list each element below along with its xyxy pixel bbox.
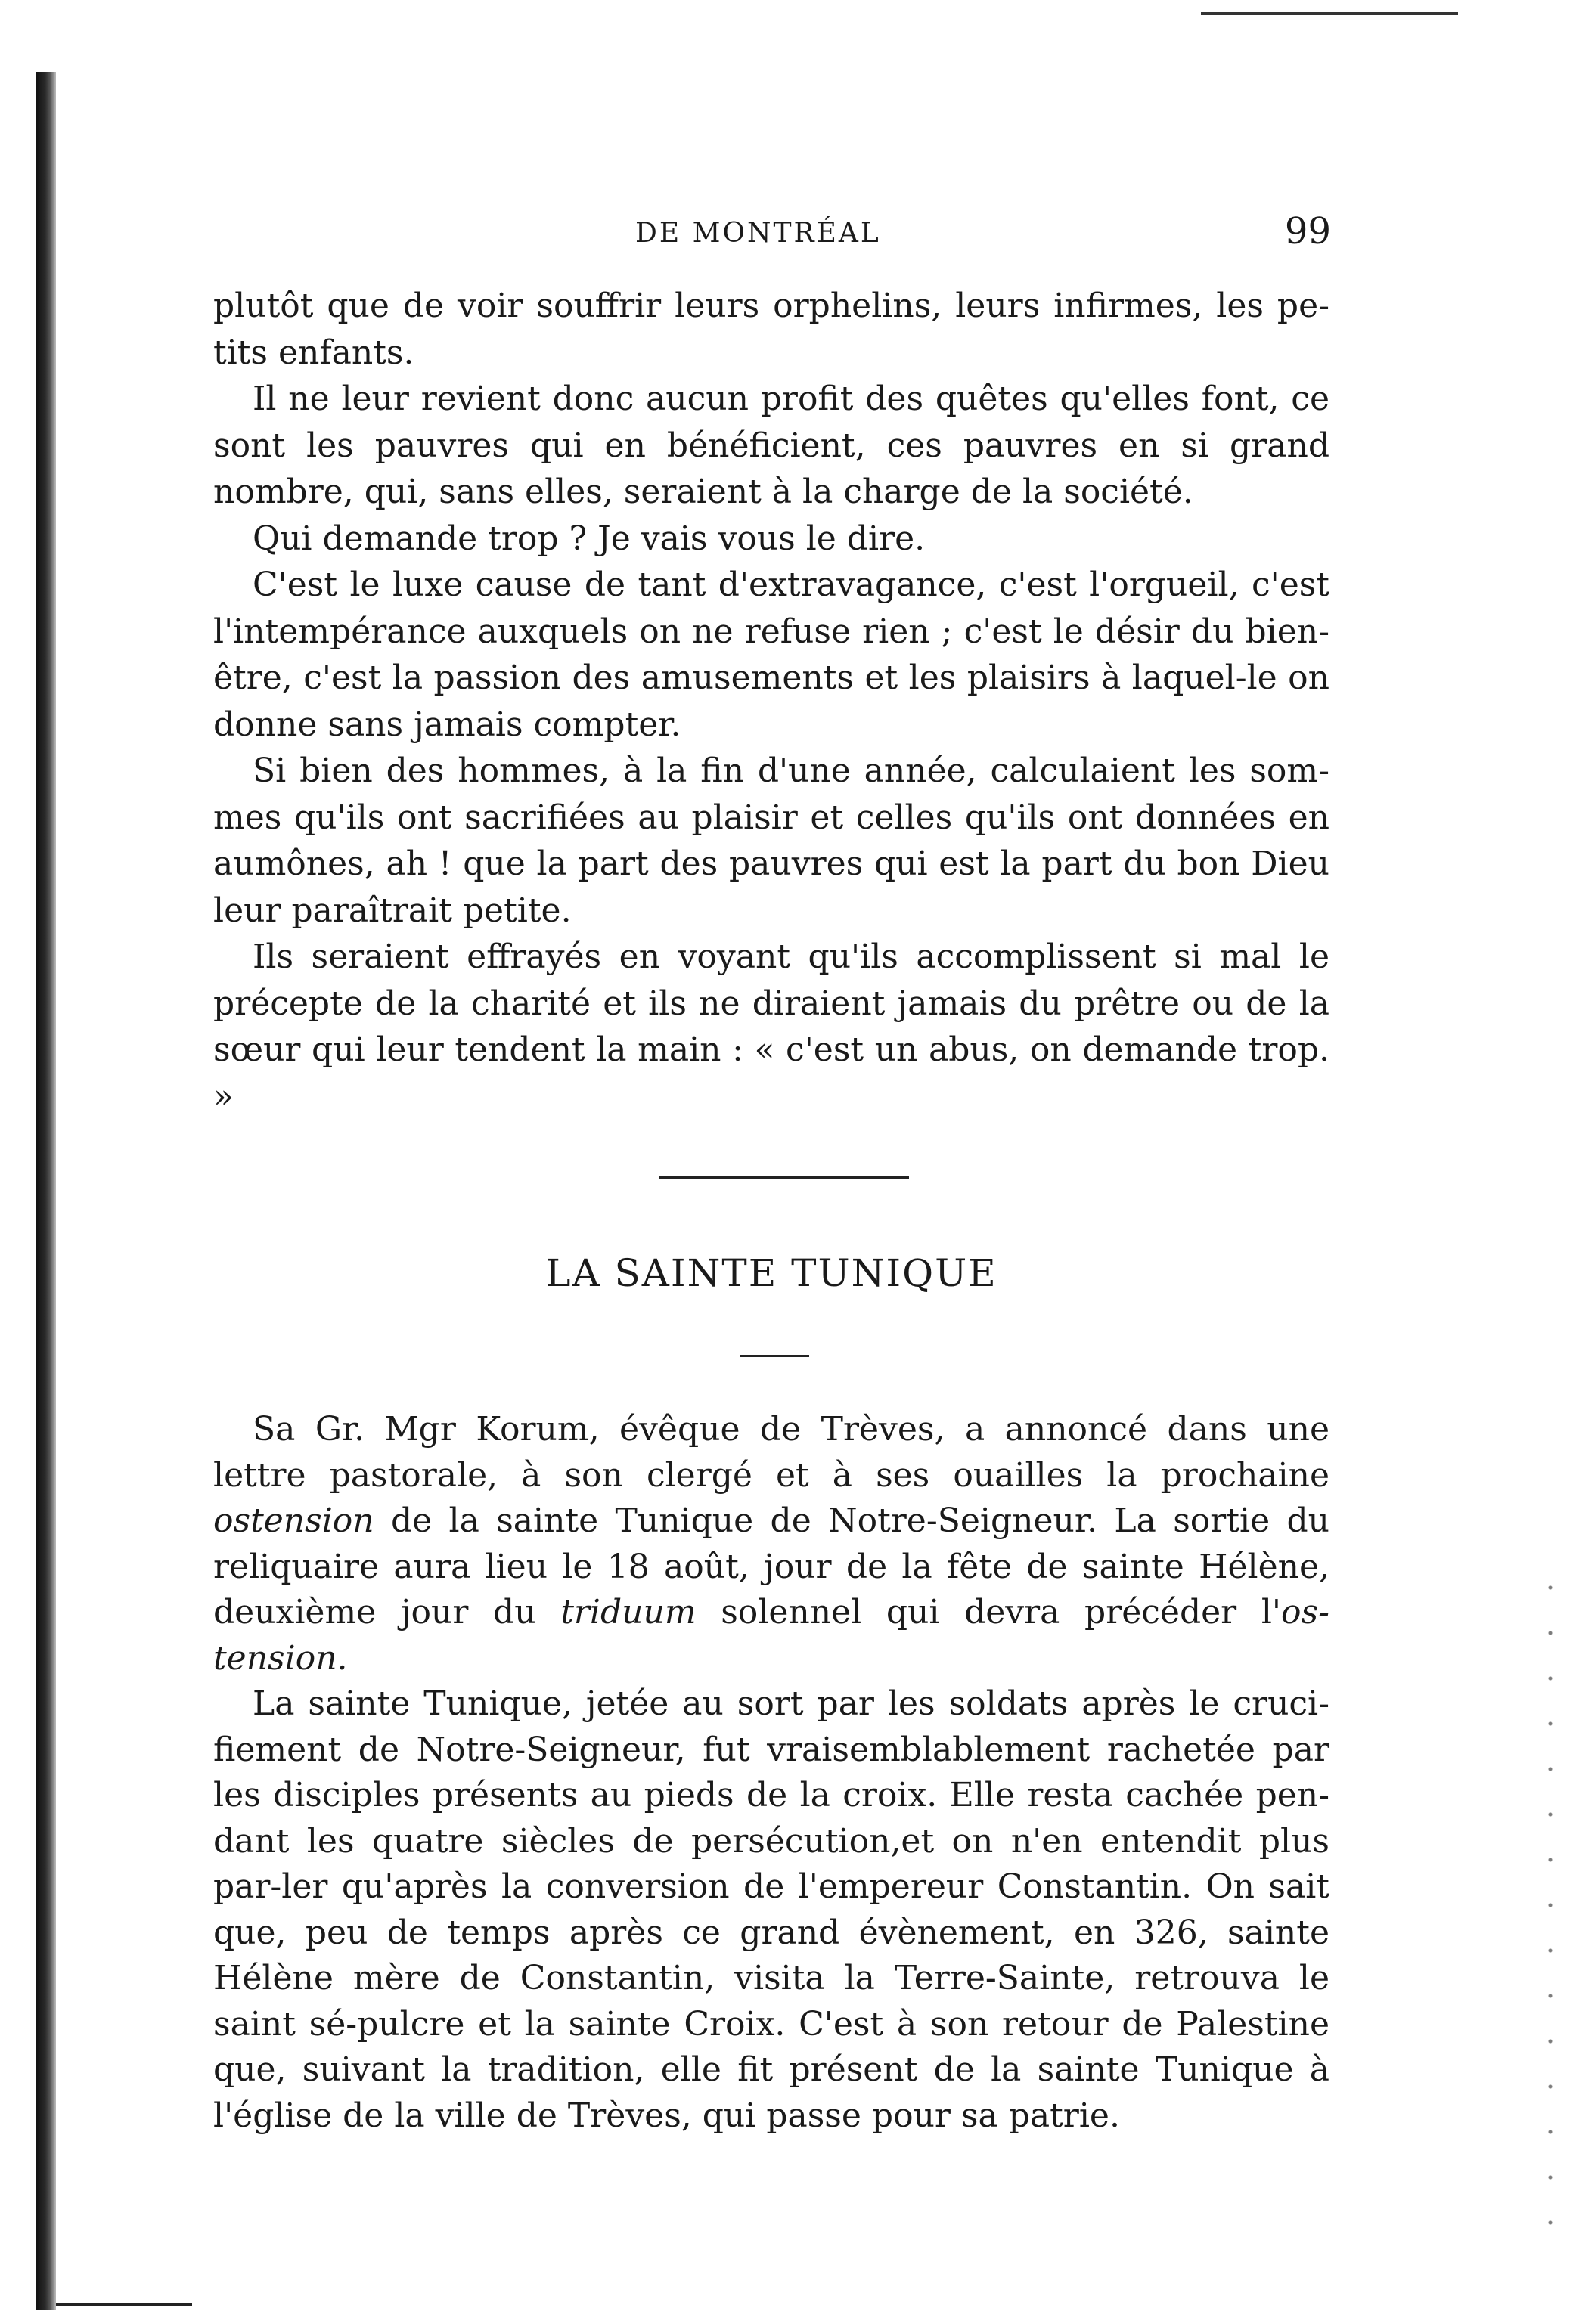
- text-run: de la sainte Tunique de Notre-Seigneur. La sortie du reliquaire aura lieu le 18 août, jour de la fête de sainte Hélène, deuxième jour du: [213, 1501, 1329, 1631]
- top-edge-rule: [1201, 12, 1458, 15]
- section-divider: [659, 1176, 909, 1179]
- section-title: LA SAINTE TUNIQUE: [545, 1251, 997, 1295]
- text-run: Sa Gr. Mgr Korum, évêque de Trèves, a annoncé dans une lettre pastorale, à son clergé et à ses ouailles la prochaine: [213, 1410, 1329, 1495]
- page-number: 99: [1284, 210, 1331, 253]
- paragraph: Il ne leur revient donc aucun profit des quêtes qu'elles font, ce sont les pauvres qui en bénéficient, ces pauvres en si grand nombre, qui, sans elles, seraient à la charge de la société.: [213, 380, 1329, 511]
- paragraph: C'est le luxe cause de tant d'extravagance, c'est l'orgueil, c'est l'intempérance auxquels on ne refuse rien ; c'est le désir du bien-être, c'est la passion des amusements et les plaisirs à laquel-le on donne sans jamais compter.: [213, 566, 1329, 744]
- title-underline: [740, 1355, 809, 1357]
- italic-term: os-tension.: [213, 1593, 1329, 1678]
- paragraph: Ils seraient effrayés en voyant qu'ils accomplissent si mal le précepte de la charité et ils ne diraient jamais du prêtre ou de la sœur qui leur tendent la main : « c'est un abus, on demande trop. »: [213, 937, 1329, 1116]
- text-run: solennel qui devra précéder l': [721, 1593, 1282, 1631]
- italic-term: ostension: [213, 1501, 374, 1540]
- running-head: DE MONTRÉAL: [635, 218, 881, 249]
- paragraph: plutôt que de voir souffrir leurs orphelins, leurs infirmes, les pe-tits enfants.: [213, 287, 1329, 372]
- page-header: [212, 209, 1331, 262]
- binding-foot-rule: [56, 2303, 192, 2306]
- paragraph: [213, 1407, 1329, 1681]
- paragraph: Qui demande trop ? Je vais vous le dire.: [253, 519, 926, 558]
- body-text-section-2: [213, 1407, 1329, 2139]
- paragraph: Si bien des hommes, à la fin d'une année, calculaient les som-mes qu'ils ont sacrifiées au plaisir et celles qu'ils ont données en aumônes, ah ! que la part des pauvres qui est la part du bon Dieu leur paraîtrait petite.: [213, 751, 1329, 930]
- paragraph: La sainte Tunique, jetée au sort par les soldats après le cruci-fiement de Notre-Seigneur, fut vraisemblablement rachetée par les disciples présents au pieds de la croix. Elle resta cachée pen-dant les quatre siècles de persécution,et on n'en entendit plus par-ler qu'après la conversion de l'empereur Constantin. On sait que, peu de temps après ce grand évènement, en 326, sainte Hélène mère de Constantin, visita la Terre-Sainte, retrouva le saint sé-pulcre et la sainte Croix. C'est à son retour de Palestine que, suivant la tradition, elle fit présent de la sainte Tunique à l'église de la ville de Trèves, qui passe pour sa patrie.: [213, 1684, 1329, 2135]
- body-text-section-1: [213, 283, 1329, 1120]
- scan-specks: [1543, 1565, 1558, 2245]
- italic-term: triduum: [560, 1593, 697, 1631]
- binding-edge: [36, 72, 56, 2310]
